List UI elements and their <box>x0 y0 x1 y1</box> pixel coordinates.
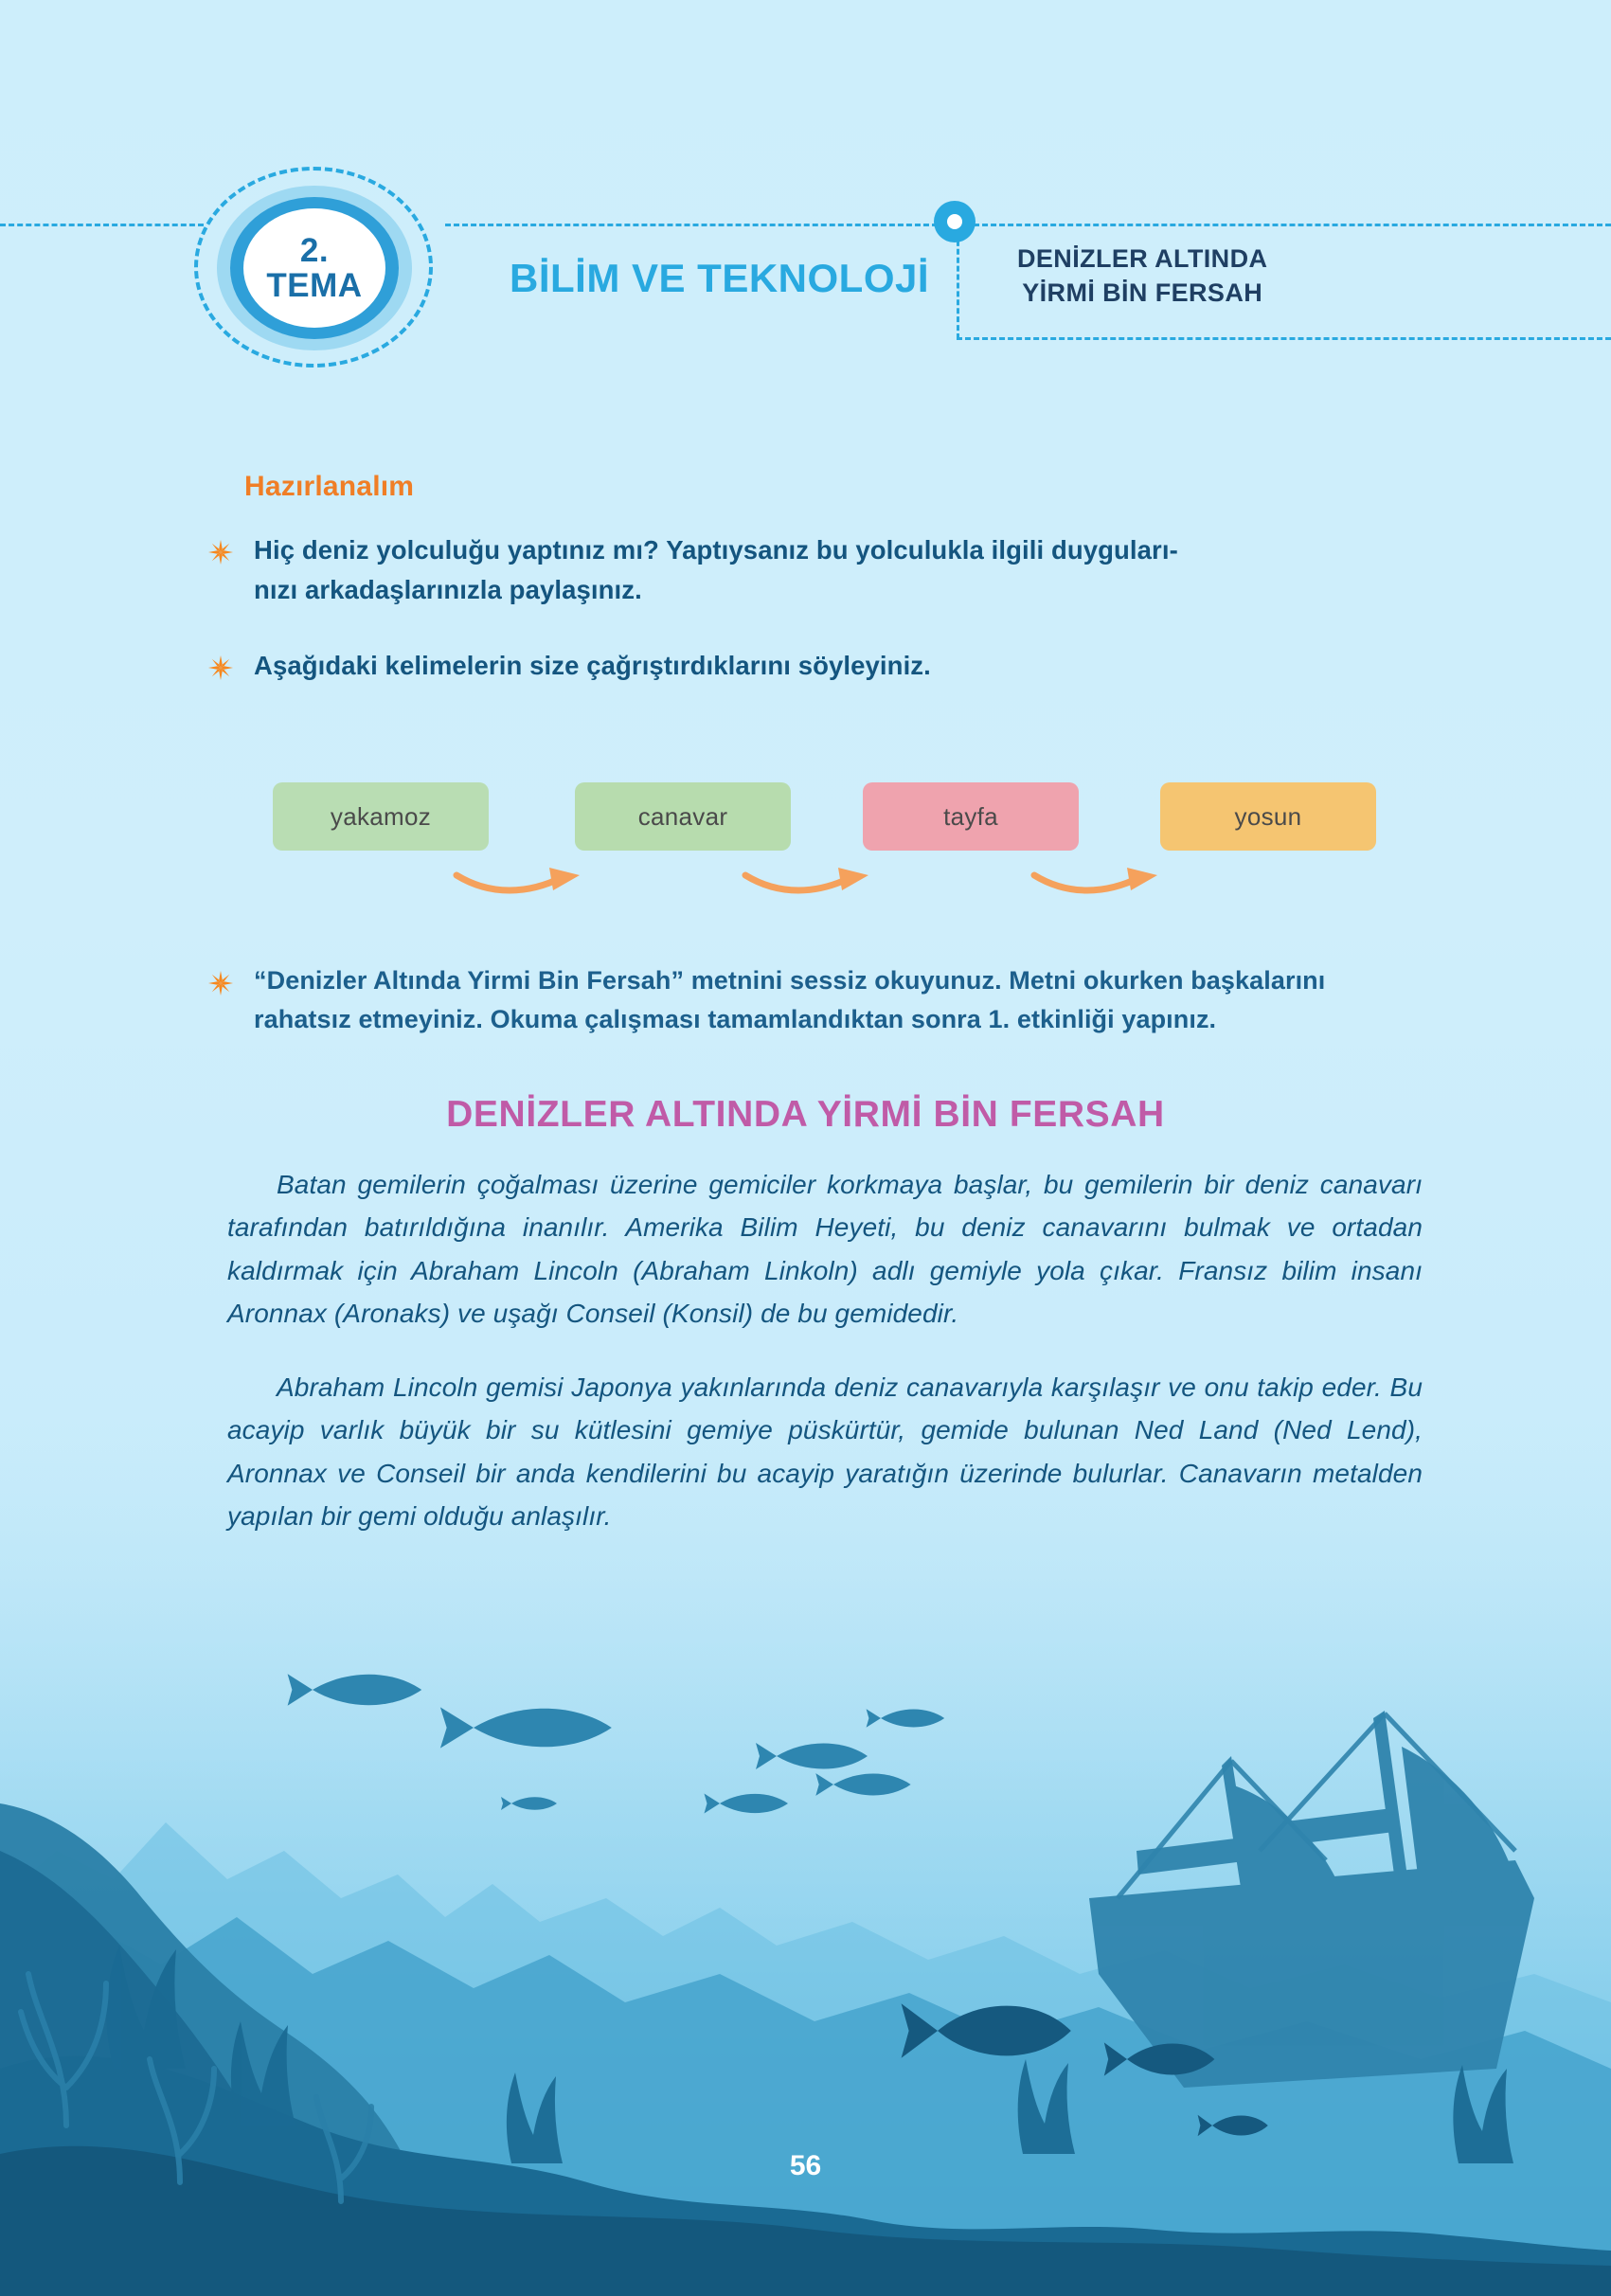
theme-number: 2. <box>299 232 330 269</box>
prepare-item-2 <box>208 646 1440 686</box>
chapter-title-line2: YİRMİ BİN FERSAH <box>1022 278 1263 307</box>
prepare-item-1-text <box>254 530 1178 610</box>
theme-title: BİLİM VE TEKNOLOJİ <box>510 256 930 300</box>
header-rule-middle <box>445 224 938 226</box>
header-rule-right-bottom <box>957 337 1611 340</box>
prepare-item-1-line2: nızı arkadaşlarınızla paylaşınız. <box>254 574 642 604</box>
reading-instruction-text <box>254 961 1325 1039</box>
header-rule-left <box>0 224 204 226</box>
star-bullet-icon <box>208 971 233 996</box>
word-card-tayfa: tayfa <box>863 782 1079 851</box>
star-bullet-icon <box>208 655 233 680</box>
page-number: 56 <box>789 2150 822 2181</box>
header-rule-right-top <box>957 224 1611 226</box>
reading-instruction-line2: rahatsız etmeyiniz. Okuma çalışması tamamlandıktan sonra 1. etkinliği yapınız. <box>254 1005 1217 1034</box>
chapter-title <box>957 229 1305 327</box>
story-paragraph-2: Abraham Lincoln gemisi Japonya yakınlarında deniz canavarıyla karşılaşır ve onu takip eder. Bu acayip varlık büyük bir su kütlesini gemiye püskürtür, gemide bulunan Ned Land (Ned Lend), Aronnax ve Conseil bir anda kendilerini bu acayip yaratığın üzerinde bulurlar. Canavarın metalden yapılan bir gemi olduğu anlaşılır. <box>227 1372 1423 1532</box>
word-card-yakamoz: yakamoz <box>273 782 489 851</box>
prepare-item-2-text: Aşağıdaki kelimelerin size çağrıştırdıklarını söyleyiniz. <box>254 651 931 680</box>
word-card-yosun: yosun <box>1160 782 1376 851</box>
prepare-item-1-line1: Hiç deniz yolculuğu yaptınız mı? Yaptıysanız bu yolculukla ilgili duyguları- <box>254 535 1178 565</box>
reading-instruction <box>208 961 1440 1039</box>
theme-badge-core <box>243 208 385 328</box>
story-title: DENİZLER ALTINDA YİRMİ BİN FERSAH <box>446 1094 1165 1135</box>
word-card-canavar: canavar <box>575 782 791 851</box>
prepare-item-1 <box>208 530 1440 610</box>
arrow-icon <box>453 866 595 904</box>
prepare-heading: Hazırlanalım <box>244 471 415 502</box>
star-bullet-icon <box>208 540 233 565</box>
word-card-group <box>273 782 1409 915</box>
chapter-title-line1: DENİZLER ALTINDA <box>1017 244 1268 273</box>
theme-badge <box>194 167 448 383</box>
arrow-icon <box>742 866 884 904</box>
theme-word: TEMA <box>266 267 363 304</box>
story-paragraph-1: Batan gemilerin çoğalması üzerine gemiciler korkmaya başlar, bu gemilerin bir deniz canavarı tarafından batırıldığına inanılır. Amerika Bilim Heyeti, bu deniz canavarını bulmak ve ortadan kaldırmak için Abraham Lincoln (Abraham Linkoln) adlı gemiyle yola çıkar. Fransız bilim insanı Aronnax (Aronaks) ve uşağı Conseil (Konsil) de bu gemidedir. <box>227 1170 1423 1329</box>
reading-instruction-line1: “Denizler Altında Yirmi Bin Fersah” metnini sessiz okuyunuz. Metni okurken başkalarını <box>254 966 1326 995</box>
arrow-icon <box>1030 866 1172 904</box>
